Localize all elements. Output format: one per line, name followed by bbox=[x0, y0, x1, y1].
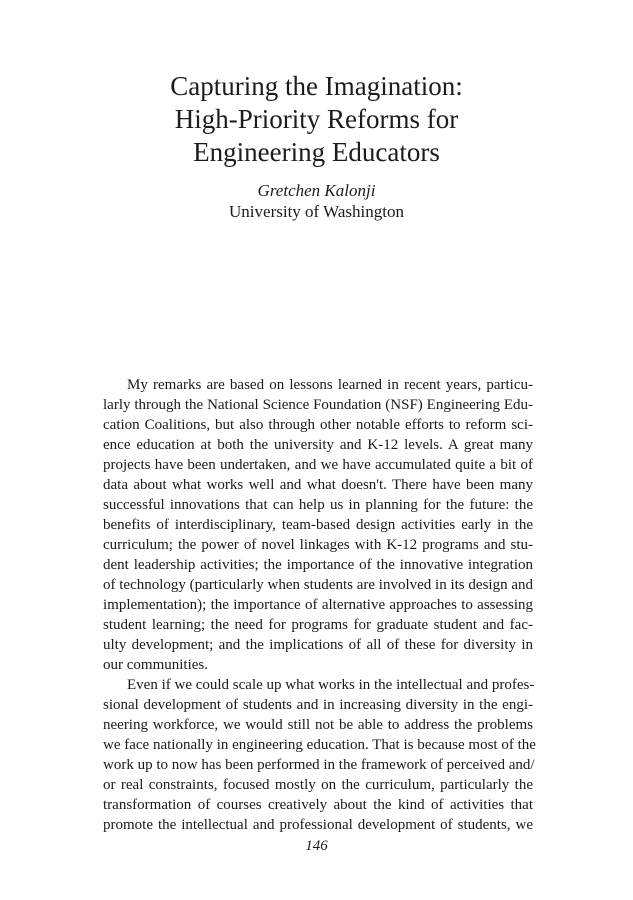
text-line: our communities. bbox=[103, 657, 208, 673]
text-line: larly through the National Science Foundation (NSF) Engineering Edu- bbox=[103, 397, 533, 413]
text-line: cation Coalitions, but also through other notable efforts to reform sci- bbox=[103, 417, 533, 433]
text-line: or real constraints, focused mostly on the curriculum, particularly the bbox=[103, 777, 533, 793]
text-line: work up to now has been performed in the framework of perceived and/ bbox=[103, 757, 535, 773]
text-line: benefits of interdisciplinary, team-based design activities early in the bbox=[103, 517, 533, 533]
text-line: of technology (particularly when students are involved in its design and bbox=[103, 577, 533, 593]
text-line: transformation of courses creatively about the kind of activities that bbox=[103, 797, 533, 813]
text-line: successful innovations that can help us in planning for the future: the bbox=[103, 497, 533, 513]
title-line: Capturing the Imagination: bbox=[170, 71, 463, 101]
text-line: sional development of students and in increasing diversity in the engi- bbox=[103, 697, 533, 713]
author-affiliation: University of Washington bbox=[229, 202, 404, 221]
text-line: ulty development; and the implications of all of these for diversity in bbox=[103, 637, 533, 653]
text-line: Even if we could scale up what works in the intellectual and profes- bbox=[127, 677, 535, 693]
text-line: student learning; the need for programs for graduate student and fac- bbox=[103, 617, 533, 633]
text-line: ence education at both the university and K-12 levels. A great many bbox=[103, 437, 533, 453]
text-line: promote the intellectual and professional development of students, we bbox=[103, 817, 533, 833]
author-name: Gretchen Kalonji bbox=[257, 181, 376, 200]
title-line: High-Priority Reforms for bbox=[174, 104, 459, 134]
text-line: we face nationally in engineering education. That is because most of the bbox=[103, 737, 536, 753]
text-line: dent leadership activities; the importance of the innovative integration bbox=[103, 557, 533, 573]
text-line: data about what works well and what doesn't. There have been many bbox=[103, 477, 533, 493]
body-text bbox=[103, 375, 536, 835]
text-line: neering workforce, we would still not be able to address the problems bbox=[103, 717, 533, 733]
chapter-title bbox=[0, 70, 633, 169]
text-line: curriculum; the power of novel linkages with K-12 programs and stu- bbox=[103, 537, 533, 553]
text-line: implementation); the importance of alternative approaches to assessing bbox=[103, 597, 533, 613]
title-line: Engineering Educators bbox=[193, 137, 440, 167]
text-line: My remarks are based on lessons learned in recent years, particu- bbox=[127, 377, 533, 393]
paragraph bbox=[103, 375, 533, 675]
paragraph bbox=[103, 675, 536, 835]
page-number: 146 bbox=[305, 838, 328, 854]
text-line: projects have been undertaken, and we have accumulated quite a bit of bbox=[103, 457, 533, 473]
